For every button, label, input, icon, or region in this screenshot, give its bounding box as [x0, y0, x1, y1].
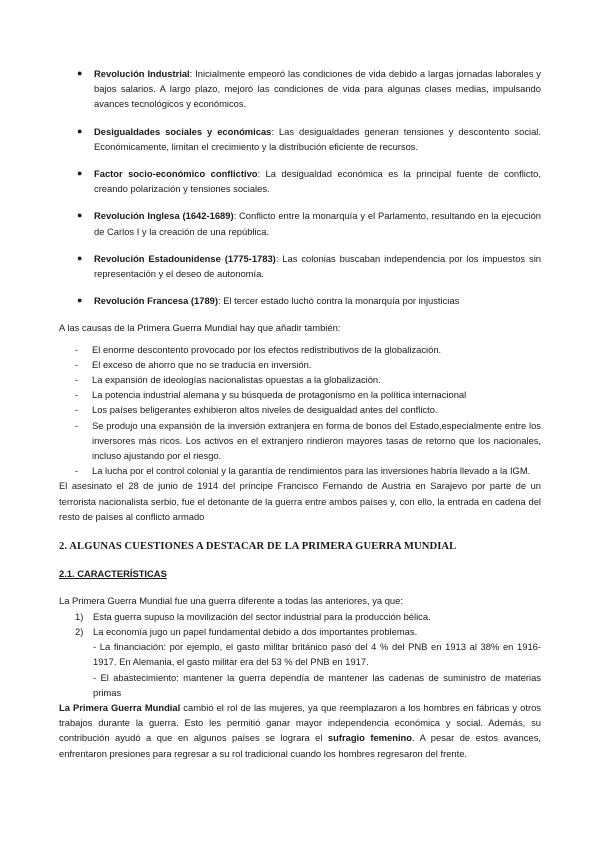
bullet-dot-icon: ●	[77, 252, 83, 263]
bullet-term: Desigualdades sociales y económicas	[94, 125, 272, 137]
numbered-item: 2) La economía jugo un papel fundamental debido a dos importantes problemas.	[59, 624, 541, 639]
bullet-item	[59, 66, 541, 112]
cause-item: - La potencia industrial alemana y su búsqueda de protagonismo en la política internacional	[59, 387, 541, 402]
section-heading: 2. ALGUNAS CUESTIONES A DESTACAR DE LA PRIMERA GUERRA MUNDIAL	[59, 541, 457, 553]
bullet-text: : Las colonias buscaban independencia por los impuestos sin representación y el deseo de autonomía.	[94, 252, 541, 280]
bullet-dot-icon: ●	[77, 125, 83, 136]
item-number: 2)	[75, 625, 84, 637]
bullet-term: Revolución Inglesa (1642-1689)	[94, 210, 234, 222]
cause-item: - El exceso de ahorro que no se traducía en inversión.	[59, 357, 541, 372]
bullet-dot-icon: ●	[77, 210, 83, 221]
bullet-item	[59, 208, 541, 238]
cause-item: - Se produjo una expansión de la inversión extranjera en forma de bonos del Estado,especialmente entre los inversores más ricos. Los activos en el extranjero rindieron mayores tasas de retorno que los nacionales, incluso ajustando por el riesgo.	[75, 419, 541, 462]
bullet-text: : La desigualdad económica es la principal fuente de conflicto, creando polarización y tensiones sociales.	[94, 168, 541, 195]
dash-marker: -	[75, 358, 79, 370]
bullet-term: Revolución Industrial	[94, 68, 190, 79]
bullet-text: : Las desigualdades generan tensiones y descontento social. Económicamente, limitan el crecimiento y la distribución eficiente de recursos.	[94, 125, 541, 152]
cause-item: - La lucha por el control colonial y la garantía de rendimientos para las inversiones habría llevado a la IGM.	[59, 463, 541, 478]
bullet-text: : Conflicto entre la monarquía y el Parlamento, resultando en la ejecución de Carlos I y la creación de una república.	[94, 210, 541, 237]
dash-marker: -	[75, 389, 79, 401]
bullet-item	[59, 293, 541, 308]
bullet-text: : Inicialmente empeoró las condiciones de vida debido a largas jornadas laborales y bajos salarios. A largo plazo, mejoró las condiciones de vida para algunas clases medias, impulsando avances tecnológicos y económicos.	[94, 68, 541, 110]
bullet-item	[59, 251, 541, 281]
bullet-term: Revolución Francesa (1789)	[94, 295, 219, 307]
dash-marker: -	[75, 404, 79, 416]
numbered-item: 1) Esta guerra supuso la movilización del sector industrial para la producción bélica.	[59, 609, 541, 624]
causes-intro: A las causas de la Primera Guerra Mundial hay que añadir también:	[59, 322, 341, 334]
subpoint: - El abastecimiento: mantener la guerra dependía de mantener las cadenas de suministro de materias primas	[93, 671, 541, 698]
bullet-dot-icon: ●	[77, 295, 83, 306]
bullet-text: : El tercer estado luchó contra la monarquía por injusticias	[218, 295, 460, 307]
page-content	[59, 66, 541, 761]
bullet-term: Revolución Estadounidense (1775-1783)	[94, 252, 276, 264]
bullet-item	[59, 166, 541, 196]
dash-marker: -	[75, 343, 79, 355]
cause-item: - El enorme descontento provocado por los efectos redistributivos de la globalización.	[59, 342, 541, 357]
assassination-paragraph: El asesinato el 28 de junio de 1914 del príncipe Francisco Fernando de Austria en Sarajevo por parte de un terrorista nacionalista serbio, fue el detonante de la guerra entre ambos países y, con ello, la entrada en cadena del resto de países al conflicto armado	[59, 480, 541, 522]
cause-item: - Los países beligerantes exhibieron altos niveles de desigualdad antes del conflicto.	[59, 402, 541, 417]
item-number: 1)	[75, 610, 84, 622]
dash-marker: -	[75, 374, 79, 386]
dash-marker: -	[75, 465, 79, 477]
dash-marker: -	[75, 419, 79, 431]
bullet-term: Factor socio-económico conflictivo	[94, 168, 258, 180]
bullet-item	[59, 124, 541, 154]
characteristics-intro: La Primera Guerra Mundial fue una guerra diferente a todas las anteriores, ya que:	[59, 595, 403, 607]
cause-item: - La expansión de ideologías nacionalistas opuestas a la globalización.	[59, 372, 541, 387]
subpoint: - La financiación: por ejemplo, el gasto militar británico pasó del 4 % del PNB en 1913 al 38% en 1916-1917. En Alemania, el gasto militar era del 53 % del PNB en 1917.	[93, 641, 541, 668]
women-paragraph: La Primera Guerra Mundial cambió el rol de las mujeres, ya que reemplazaron a los hombres en fábricas y otros trabajos durante la guerra. Esto les permitió ganar mayor independencia económica y social. Además, su contribución ayudó a que en algunos países se lograra el sufragio femenino. A pesar de estos avances, enfrentaron presiones para regresar a su rol tradicional cuando los hombres regresaron del frente.	[59, 701, 541, 759]
bullet-dot-icon: ●	[77, 68, 83, 78]
subsection-heading: 2.1. CARACTERÍSTICAS	[59, 568, 167, 580]
bullet-dot-icon: ●	[77, 168, 83, 179]
